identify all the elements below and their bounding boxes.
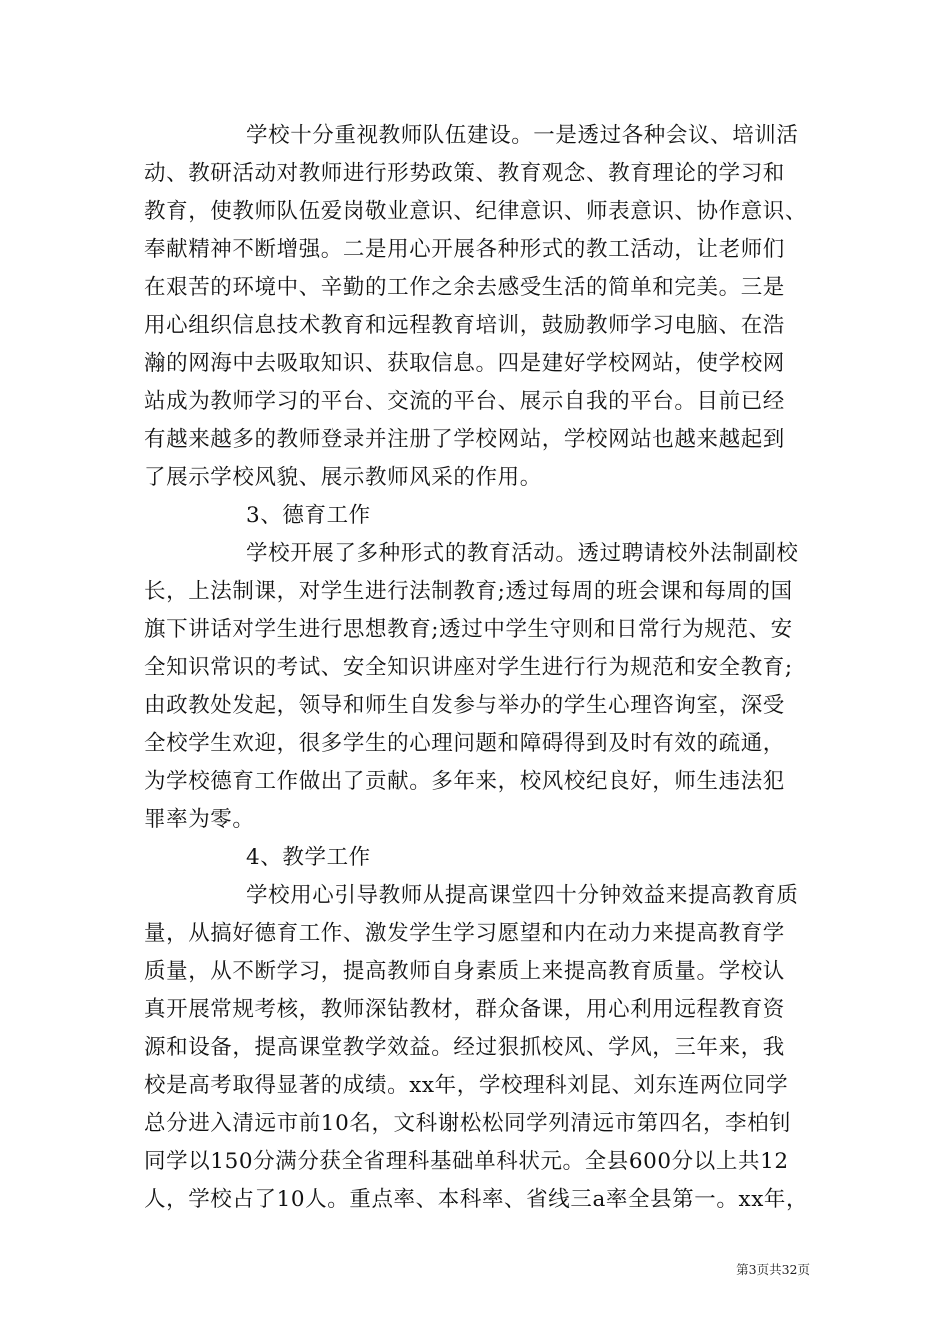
paragraph-line: 同学以150分满分获全省理科基础单科状元。全县600分以上共12 [144, 1149, 789, 1174]
paragraph-line: 人，学校占了10人。重点率、本科率、省线三a率全县第一。xx年， [144, 1187, 809, 1212]
paragraph-line: 有越来越多的教师登录并注册了学校网站，学校网站也越来越起到 [144, 427, 785, 452]
paragraph-line: 站成为教师学习的平台、交流的平台、展示自我的平台。目前已经 [144, 389, 785, 414]
paragraph-line: 源和设备，提高课堂教学效益。经过狠抓校风、学风，三年来，我 [144, 1035, 785, 1060]
paragraph-line: 动、教研活动对教师进行形势政策、教育观念、教育理论的学习和 [144, 161, 785, 186]
paragraph-line: 总分进入清远市前10名，文科谢松松同学列清远市第四名，李柏钊 [144, 1111, 792, 1136]
paragraph-line: 奉献精神不断增强。二是用心开展各种形式的教工活动，让老师们 [144, 237, 785, 262]
paragraph-line: 校是高考取得显著的成绩。xx年，学校理科刘昆、刘东连两位同学 [144, 1073, 789, 1098]
paragraph-line: 质量，从不断学习，提高教师自身素质上来提高教育质量。学校认 [144, 959, 785, 984]
paragraph-line: 量，从搞好德育工作、激发学生学习愿望和内在动力来提高教育学 [144, 921, 785, 946]
paragraph-line: 学校十分重视教师队伍建设。一是透过各种会议、培训活 [246, 123, 799, 148]
page-number-footer: 第3页共32页 [736, 1262, 810, 1277]
paragraph-line: 长，上法制课，对学生进行法制教育;透过每周的班会课和每周的国 [144, 579, 793, 604]
paragraph-line: 学校用心引导教师从提高课堂四十分钟效益来提高教育质 [246, 883, 799, 908]
paragraph-line: 全知识常识的考试、安全知识讲座对学生进行行为规范和安全教育; [144, 655, 793, 680]
paragraph-line: 全校学生欢迎，很多学生的心理问题和障碍得到及时有效的疏通， [144, 731, 785, 756]
paragraph-line: 由政教处发起，领导和师生自发参与举办的学生心理咨询室，深受 [144, 693, 785, 718]
section-heading-moral-education: 3、德育工作 [246, 503, 371, 528]
paragraph-line: 学校开展了多种形式的教育活动。透过聘请校外法制副校 [246, 541, 799, 566]
paragraph-line: 在艰苦的环境中、辛勤的工作之余去感受生活的简单和完美。三是 [144, 275, 785, 300]
paragraph-line: 用心组织信息技术教育和远程教育培训，鼓励教师学习电脑、在浩 [144, 313, 785, 338]
paragraph-line: 罪率为零。 [144, 807, 255, 832]
paragraph-line: 为学校德育工作做出了贡献。多年来，校风校纪良好，师生违法犯 [144, 769, 785, 794]
paragraph-line: 旗下讲话对学生进行思想教育;透过中学生守则和日常行为规范、安 [144, 617, 793, 642]
paragraph-line: 了展示学校风貌、展示教师风采的作用。 [144, 465, 542, 490]
section-heading-teaching: 4、教学工作 [246, 845, 371, 870]
paragraph-line: 瀚的网海中去吸取知识、获取信息。四是建好学校网站，使学校网 [144, 351, 785, 376]
paragraph-line: 教育，使教师队伍爱岗敬业意识、纪律意识、师表意识、协作意识、 [144, 199, 808, 224]
paragraph-line: 真开展常规考核，教师深钻教材，群众备课，用心利用远程教育资 [144, 997, 785, 1022]
